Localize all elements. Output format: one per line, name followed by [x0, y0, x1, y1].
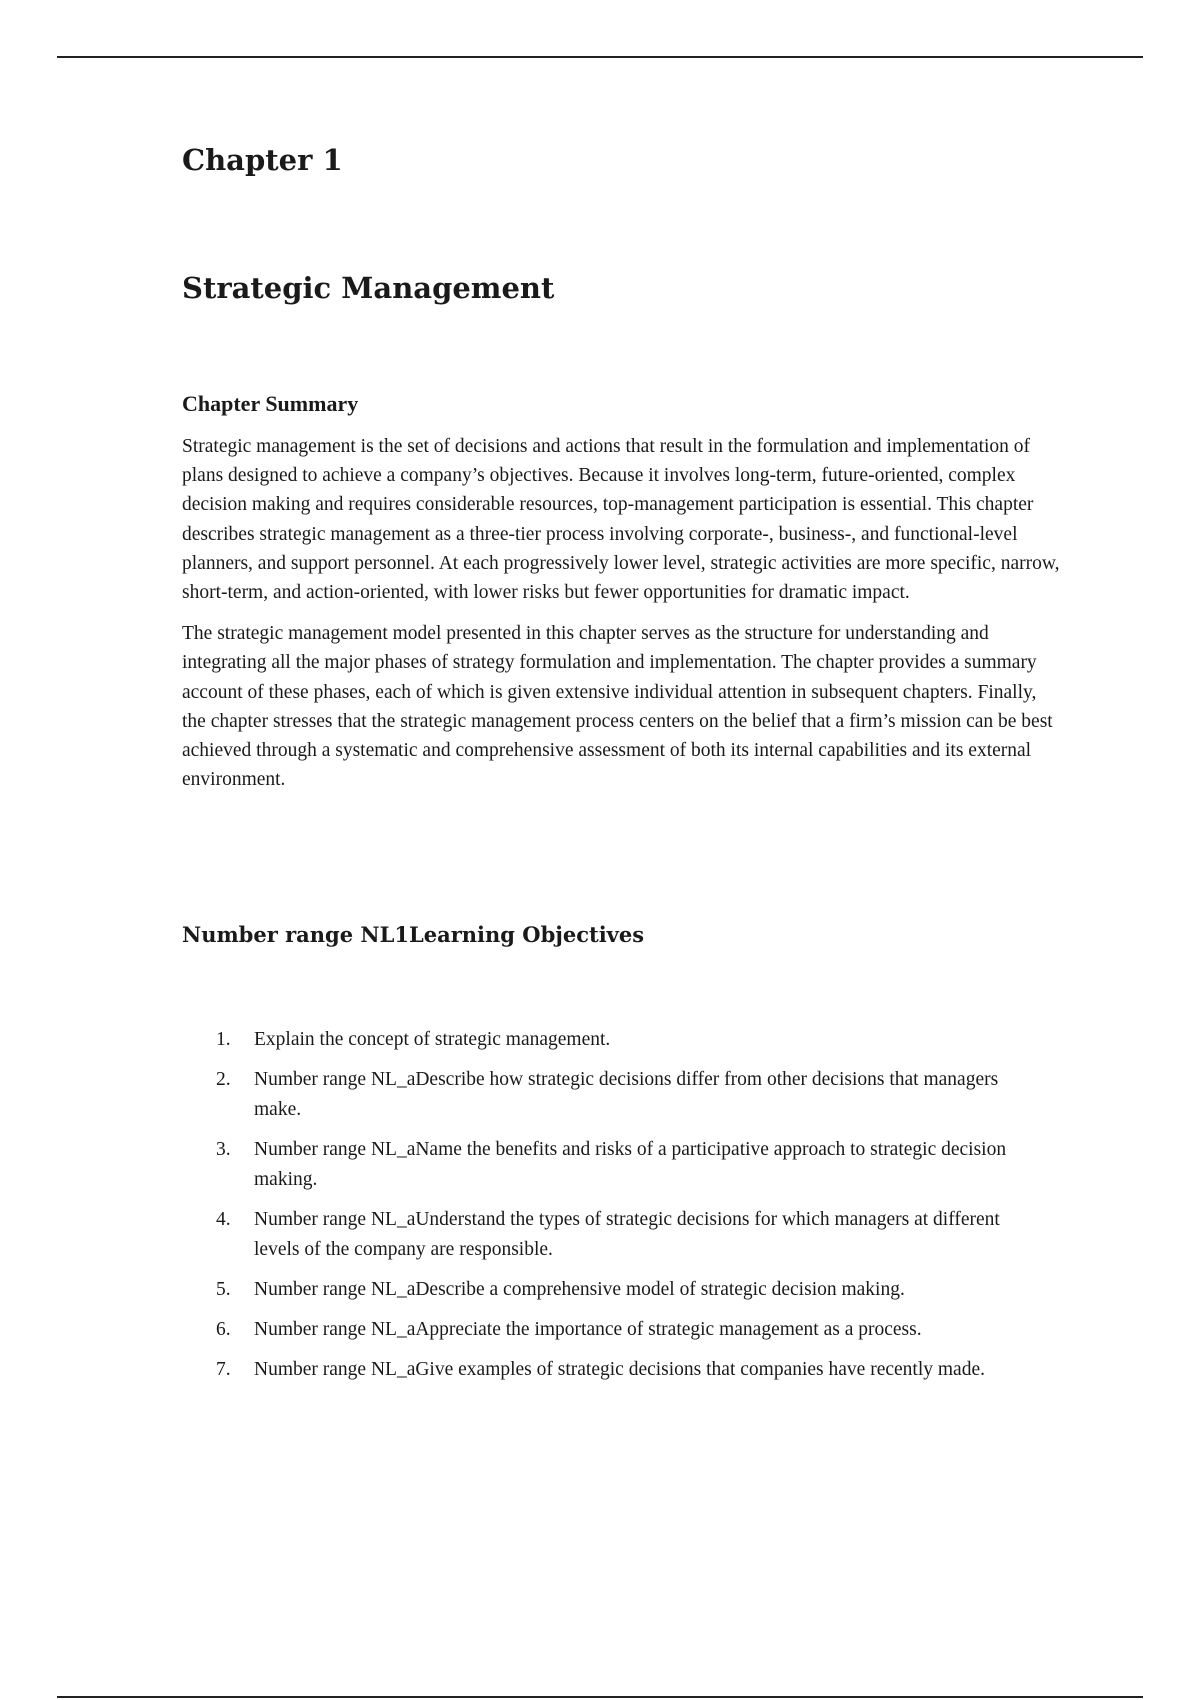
objective-item — [182, 1135, 1042, 1195]
top-rule — [57, 56, 1143, 58]
objective-item — [182, 1025, 1042, 1055]
objective-number: 1. — [216, 1029, 231, 1050]
summary-heading: Chapter Summary — [182, 391, 359, 416]
objective-text: Number range NL_aUnderstand the types of strategic decisions for which managers at different levels of the company are responsible. — [254, 1209, 1000, 1260]
objective-text: Number range NL_aAppreciate the importance of strategic management as a process. — [254, 1319, 922, 1340]
objective-number: 7. — [216, 1359, 231, 1380]
objective-item — [182, 1065, 1042, 1125]
objective-text: Number range NL_aDescribe a comprehensive model of strategic decision making. — [254, 1279, 905, 1300]
objectives-heading: Number range NL1Learning Objectives — [182, 922, 645, 947]
objective-item — [182, 1355, 1042, 1385]
objective-number: 5. — [216, 1279, 231, 1300]
objective-text: Number range NL_aName the benefits and risks of a participative approach to strategic decision making. — [254, 1139, 1007, 1190]
chapter-number: Chapter 1 — [182, 143, 343, 177]
objective-number: 4. — [216, 1209, 231, 1230]
objective-text: Number range NL_aDescribe how strategic decisions differ from other decisions that managers make. — [254, 1069, 999, 1120]
summary-body — [182, 432, 1062, 806]
objectives-list — [182, 1025, 1042, 1395]
summary-paragraph: The strategic management model presented in this chapter serves as the structure for understanding and integrating all the major phases of strategy formulation and implementation. The chapter provides a summary account of these phases, each of which is given extensive individual attention in subsequent chapters. Finally, the chapter stresses that the strategic management process centers on the belief that a firm’s mission can be best achieved through a systematic and comprehensive assessment of both its internal capabilities and its external environment. — [182, 623, 1053, 791]
chapter-title: Strategic Management — [182, 271, 555, 305]
objective-number: 3. — [216, 1139, 231, 1160]
objective-number: 6. — [216, 1319, 231, 1340]
objective-item — [182, 1275, 1042, 1305]
objective-text: Number range NL_aGive examples of strategic decisions that companies have recently made. — [254, 1359, 985, 1380]
summary-paragraph: Strategic management is the set of decisions and actions that result in the formulation and implementation of plans designed to achieve a company’s objectives. Because it involves long-term, future-oriented, complex decision making and requires considerable resources, top-management participation is essential. This chapter describes strategic management as a three-tier process involving corporate-, business-, and functional-level planners, and support personnel. At each progressively lower level, strategic activities are more specific, narrow, short-term, and action-oriented, with lower risks but fewer opportunities for dramatic impact. — [182, 436, 1060, 604]
bottom-rule — [57, 1696, 1143, 1698]
objective-item — [182, 1315, 1042, 1345]
objective-text: Explain the concept of strategic management. — [254, 1029, 611, 1050]
objective-number: 2. — [216, 1069, 231, 1090]
objective-item — [182, 1205, 1042, 1265]
